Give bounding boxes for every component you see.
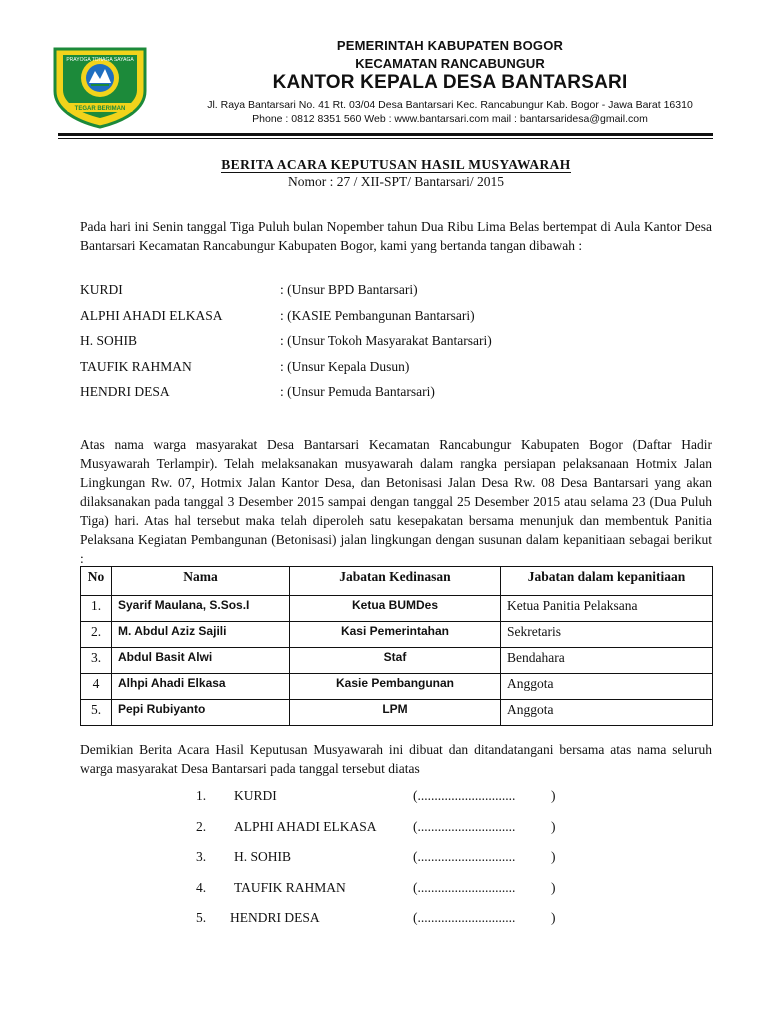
party-name: H. SOHIB xyxy=(80,333,138,349)
party-name: HENDRI DESA xyxy=(80,384,170,400)
table-row xyxy=(81,674,713,700)
party-row xyxy=(80,306,712,332)
signature-row xyxy=(196,817,616,848)
party-role: : (Unsur BPD Bantarsari) xyxy=(280,282,418,297)
table-row xyxy=(81,648,713,674)
party-role: : (Unsur Pemuda Bantarsari) xyxy=(280,384,435,400)
party-role: : (Unsur Kepala Dusun) xyxy=(280,358,410,374)
signatory-name: H. SOHIB xyxy=(234,849,292,864)
header-office: KANTOR KEPALA DESA BANTARSARI xyxy=(272,72,628,93)
cell-nama: Abdul Basit Alwi xyxy=(112,648,290,674)
table-row xyxy=(81,596,713,622)
signatory-name: KURDI xyxy=(234,788,277,803)
logo-top-text: PRAYOGA TOHAGA SAYAGA xyxy=(66,57,134,63)
signature-row xyxy=(196,908,616,939)
signature-number: 4. xyxy=(196,879,207,895)
signature-number: 1. xyxy=(196,788,207,803)
party-name: ALPHI AHADI ELKASA xyxy=(80,307,223,323)
signature-close: ) xyxy=(551,788,556,803)
party-row xyxy=(80,280,712,306)
signature-close: ) xyxy=(551,879,556,895)
header-divider-thick xyxy=(58,133,713,136)
signatory-name: HENDRI DESA xyxy=(230,910,320,925)
cell-jabatan: Kasie Pembangunan xyxy=(290,674,501,700)
cell-kepanitiaan: Anggota xyxy=(501,674,713,700)
cell-jabatan: Ketua BUMDes xyxy=(290,596,501,622)
signature-row xyxy=(196,847,616,878)
cell-nama: Pepi Rubiyanto xyxy=(112,700,290,726)
party-role: : (KASIE Pembangunan Bantarsari) xyxy=(280,307,475,323)
party-name: TAUFIK RAHMAN xyxy=(80,358,192,374)
cell-kepanitiaan: Anggota xyxy=(501,700,713,726)
party-role: : (Unsur Tokoh Masyarakat Bantarsari) xyxy=(280,333,492,349)
cell-no: 4 xyxy=(81,674,112,700)
header-contact: Phone : 0812 8351 560 Web : www.bantarsari.com mail : bantarsaridesa@gmail.com xyxy=(252,113,648,125)
cell-nama: M. Abdul Aziz Sajili xyxy=(112,622,290,648)
signature-close: ) xyxy=(551,849,556,864)
cell-no: 3. xyxy=(81,648,112,674)
cell-no: 2. xyxy=(81,622,112,648)
signature-number: 2. xyxy=(196,818,207,834)
cell-jabatan: LPM xyxy=(290,700,501,726)
signature-close: ) xyxy=(551,910,556,925)
cell-kepanitiaan: Bendahara xyxy=(501,648,713,674)
intro-paragraph: Pada hari ini Senin tanggal Tiga Puluh bulan Nopember tahun Dua Ribu Lima Belas bertempat di Aula Kantor Desa Bantarsari Kecamatan Rancabungur Kabupaten Bogor, kami yang bertanda tangan dibawah : xyxy=(80,219,712,253)
committee-table xyxy=(80,566,713,726)
kabupaten-bogor-emblem xyxy=(45,45,155,129)
header-district: KECAMATAN RANCABUNGUR xyxy=(355,56,545,71)
closing-paragraph: Demikian Berita Acara Hasil Keputusan Musyawarah ini dibuat dan ditandatangani bersama atas nama seluruh warga masyarakat Desa Bantarsari pada tanggal tersebut diatas xyxy=(80,742,712,776)
signature-line: (............................. xyxy=(413,879,516,895)
col-header-no: No xyxy=(81,567,112,596)
cell-nama: Alhpi Ahadi Elkasa xyxy=(112,674,290,700)
document-number: Nomor : 27 / XII-SPT/ Bantarsari/ 2015 xyxy=(288,174,504,189)
signatory-name: ALPHI AHADI ELKASA xyxy=(234,818,377,834)
cell-jabatan: Kasi Pemerintahan xyxy=(290,622,501,648)
signature-line: (............................. xyxy=(413,849,516,864)
body-paragraph: Atas nama warga masyarakat Desa Bantarsari Kecamatan Rancabungur Kabupaten Bogor (Daftar Hadir Musyawarah Terlampir). Telah melaksanakan musyawarah dalam rangka persiapan pelaksanaan Hotmix Jalan Lingkungan Rw. 07, Hotmix Jalan Kantor Desa, dan Betonisasi Jalan Desa Rw. 08 Desa Bantarsari yang akan dilaksanakan pada tanggal 3 Desember 2015 sampai dengan tanggal 25 Desember 2015 atau selama 23 (Dua Puluh Tiga) hari. Atas hal tersebut maka telah diperoleh satu kesepakatan bersama menunjuk dan membentuk Panitia Pelaksana Kegiatan Pembangunan (Betonisasi) jalan lingkungan dengan susunan dalam kepanitiaan sebagai berikut : xyxy=(80,437,712,566)
party-row xyxy=(80,357,712,383)
signature-number: 3. xyxy=(196,849,207,864)
cell-no: 5. xyxy=(81,700,112,726)
cell-kepanitiaan: Ketua Panitia Pelaksana xyxy=(501,596,713,622)
signature-list xyxy=(196,786,616,939)
header-government: PEMERINTAH KABUPATEN BOGOR xyxy=(336,38,564,53)
party-row xyxy=(80,331,712,357)
table-row xyxy=(81,700,713,726)
cell-jabatan: Staf xyxy=(290,648,501,674)
signatory-name: TAUFIK RAHMAN xyxy=(234,879,346,895)
col-header-jabatan-kedinasan: Jabatan Kedinasan xyxy=(290,567,501,596)
party-name: KURDI xyxy=(80,282,123,297)
signature-number: 5. xyxy=(196,910,207,925)
cell-no: 1. xyxy=(81,596,112,622)
document-title: BERITA ACARA KEPUTUSAN HASIL MUSYAWARAH xyxy=(221,157,571,172)
col-header-nama: Nama xyxy=(112,567,290,596)
signature-close: ) xyxy=(551,818,556,834)
signature-row xyxy=(196,786,616,817)
table-row xyxy=(81,622,713,648)
party-row xyxy=(80,382,712,408)
table-header-row xyxy=(81,567,713,596)
col-header-jabatan-kepanitiaan: Jabatan dalam kepanitiaan xyxy=(501,567,713,596)
signature-line: (............................. xyxy=(413,788,516,803)
signature-line: (............................. xyxy=(413,910,516,925)
header-divider-thin xyxy=(58,138,713,139)
cell-kepanitiaan: Sekretaris xyxy=(501,622,713,648)
parties-list xyxy=(80,280,712,408)
signature-row xyxy=(196,878,616,909)
header-address: Jl. Raya Bantarsari No. 41 Rt. 03/04 Desa Bantarsari Kec. Rancabungur Kab. Bogor - Jawa Barat 16310 xyxy=(207,99,693,111)
cell-nama: Syarif Maulana, S.Sos.I xyxy=(112,596,290,622)
logo-motto: TEGAR BERIMAN xyxy=(74,106,126,112)
signature-line: (............................. xyxy=(413,818,516,834)
